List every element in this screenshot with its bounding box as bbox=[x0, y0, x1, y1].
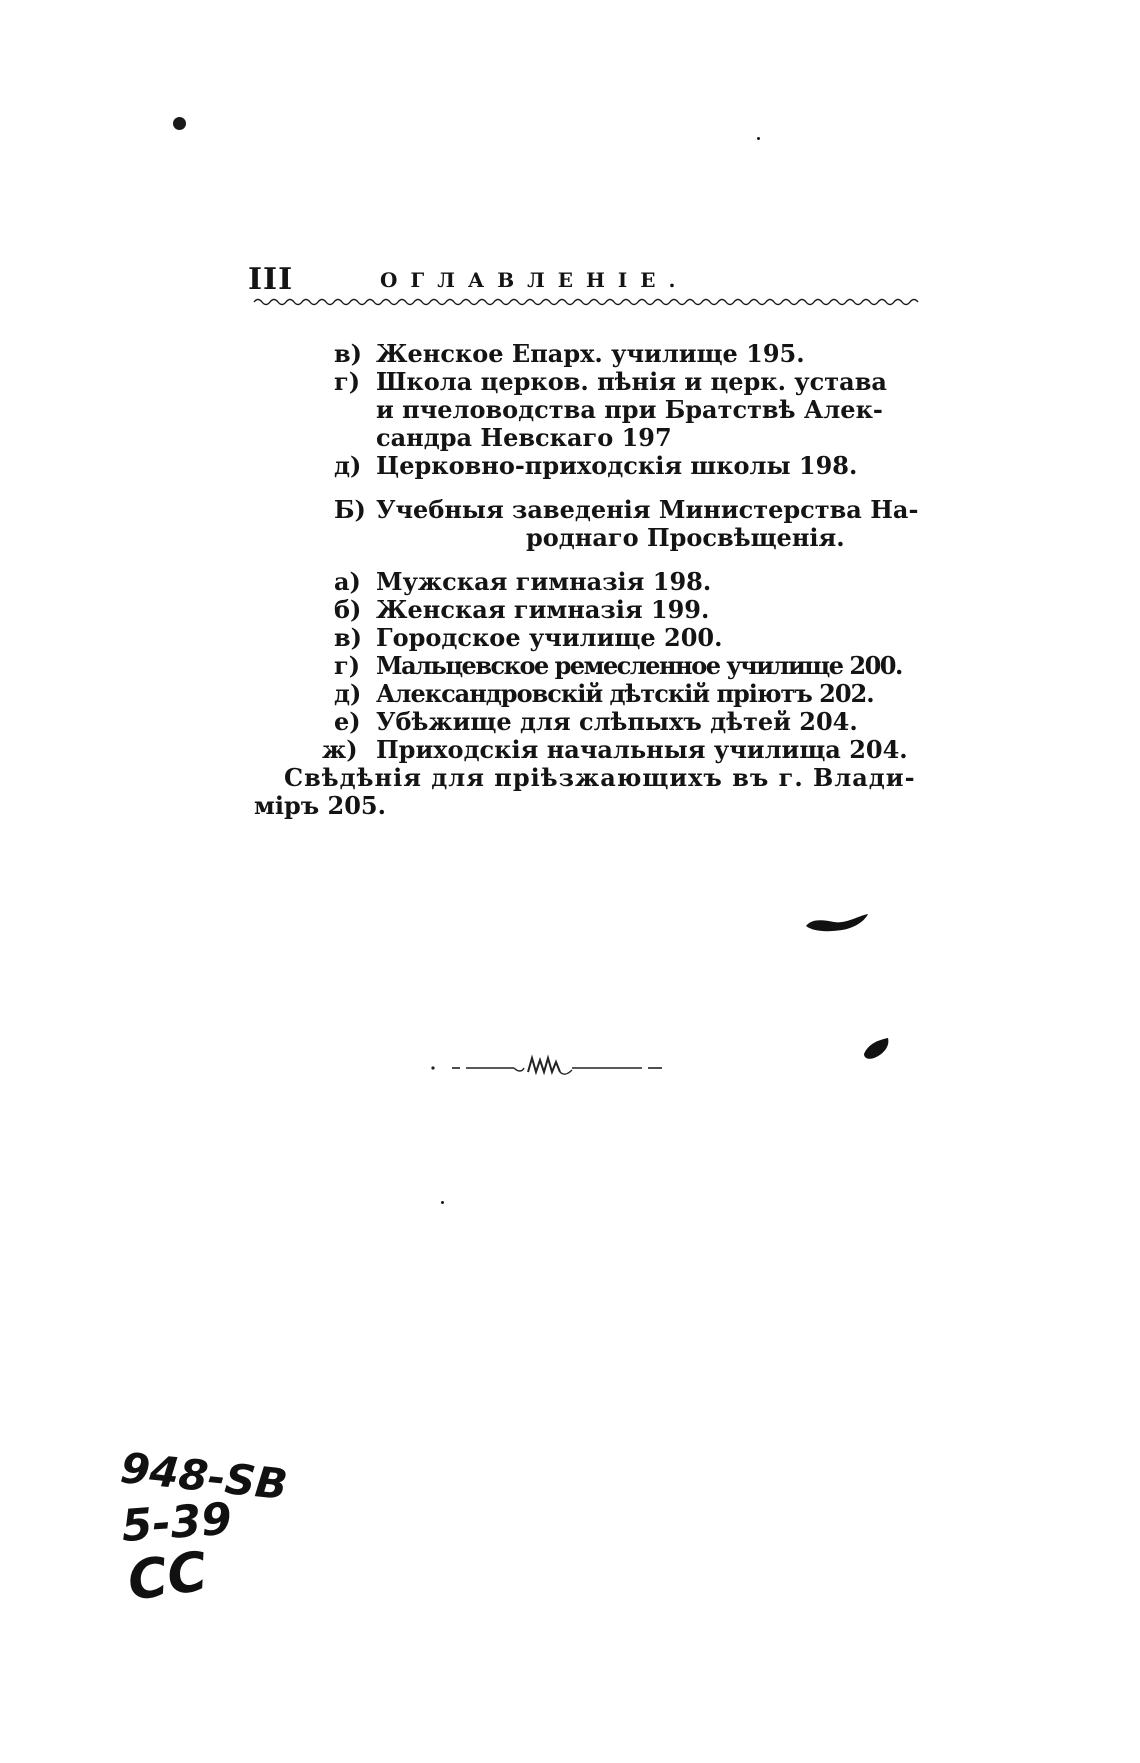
entry-text: Женское Епарх. училище 195. bbox=[376, 339, 805, 368]
entry-text: Приходскія начальныя училища 204. bbox=[376, 735, 908, 764]
wavy-rule bbox=[254, 297, 850, 307]
toc-entry bbox=[334, 451, 858, 480]
toc-entry bbox=[334, 651, 902, 680]
section-heading bbox=[334, 495, 919, 552]
closing-ornament bbox=[430, 1052, 670, 1082]
entry-text: Женская гимназія 199. bbox=[376, 595, 710, 624]
ink-speck bbox=[441, 1201, 444, 1204]
entry-marker: в) bbox=[334, 623, 363, 652]
section-marker: Б) bbox=[334, 495, 366, 524]
shelf-mark-stamp bbox=[118, 1438, 290, 1613]
running-header bbox=[248, 262, 848, 302]
entry-marker: в) bbox=[334, 339, 363, 368]
toc-entry bbox=[334, 568, 854, 596]
entry-text: Александровскій дѣтскій пріютъ 202. bbox=[376, 679, 874, 708]
entry-text: Мужская гимназія 198. bbox=[376, 567, 712, 596]
stamp-line-1: 948-SB bbox=[118, 1443, 290, 1510]
ink-speck bbox=[757, 137, 760, 140]
page-title: ОГЛАВЛЕНІЕ. bbox=[380, 268, 689, 292]
entry-marker: д) bbox=[334, 679, 362, 708]
entry-text: Церковно-приходскія школы 198. bbox=[376, 451, 858, 480]
entry-marker: а) bbox=[334, 567, 361, 596]
section-text: роднаго Просвѣщенія. bbox=[526, 523, 845, 552]
toc-entry bbox=[334, 707, 858, 736]
toc-entry bbox=[322, 735, 908, 764]
ink-blot bbox=[862, 1036, 892, 1062]
entry-text: сандра Невскаго 197 bbox=[376, 423, 672, 452]
entry-marker: д) bbox=[334, 451, 362, 480]
entry-text: и пчеловодства при Братствѣ Алек- bbox=[376, 395, 883, 424]
entry-marker: б) bbox=[334, 595, 362, 624]
entry-text: Мальцевское ремесленное училище 200. bbox=[376, 651, 902, 680]
entry-text: міръ 205. bbox=[254, 791, 386, 820]
stamp-line-2: 5-39 bbox=[120, 1493, 234, 1553]
toc-entry bbox=[334, 679, 874, 708]
toc-entry bbox=[334, 340, 854, 368]
entry-marker: ж) bbox=[322, 735, 358, 764]
stamp-line-3: CC bbox=[123, 1539, 212, 1613]
entry-text: Свѣдѣнія для пріѣзжающихъ въ г. Влади- bbox=[284, 763, 916, 792]
ink-dot bbox=[173, 117, 186, 130]
entry-marker: е) bbox=[334, 707, 361, 736]
entry-text: Школа церков. пѣнія и церк. устава bbox=[376, 367, 887, 396]
entry-text: Городское училище 200. bbox=[376, 623, 723, 652]
ink-blot bbox=[804, 910, 870, 934]
toc-entry bbox=[334, 367, 887, 452]
section-text: Учебныя заведенія Министерства На- bbox=[376, 495, 919, 524]
entry-marker: г) bbox=[334, 651, 361, 680]
entry-text: Убѣжище для слѣпыхъ дѣтей 204. bbox=[376, 707, 858, 736]
entry-marker: г) bbox=[334, 367, 361, 396]
toc-entry bbox=[334, 596, 854, 624]
page-number: III bbox=[248, 262, 294, 297]
toc-entry bbox=[334, 624, 854, 652]
toc-entry-final bbox=[254, 763, 916, 820]
